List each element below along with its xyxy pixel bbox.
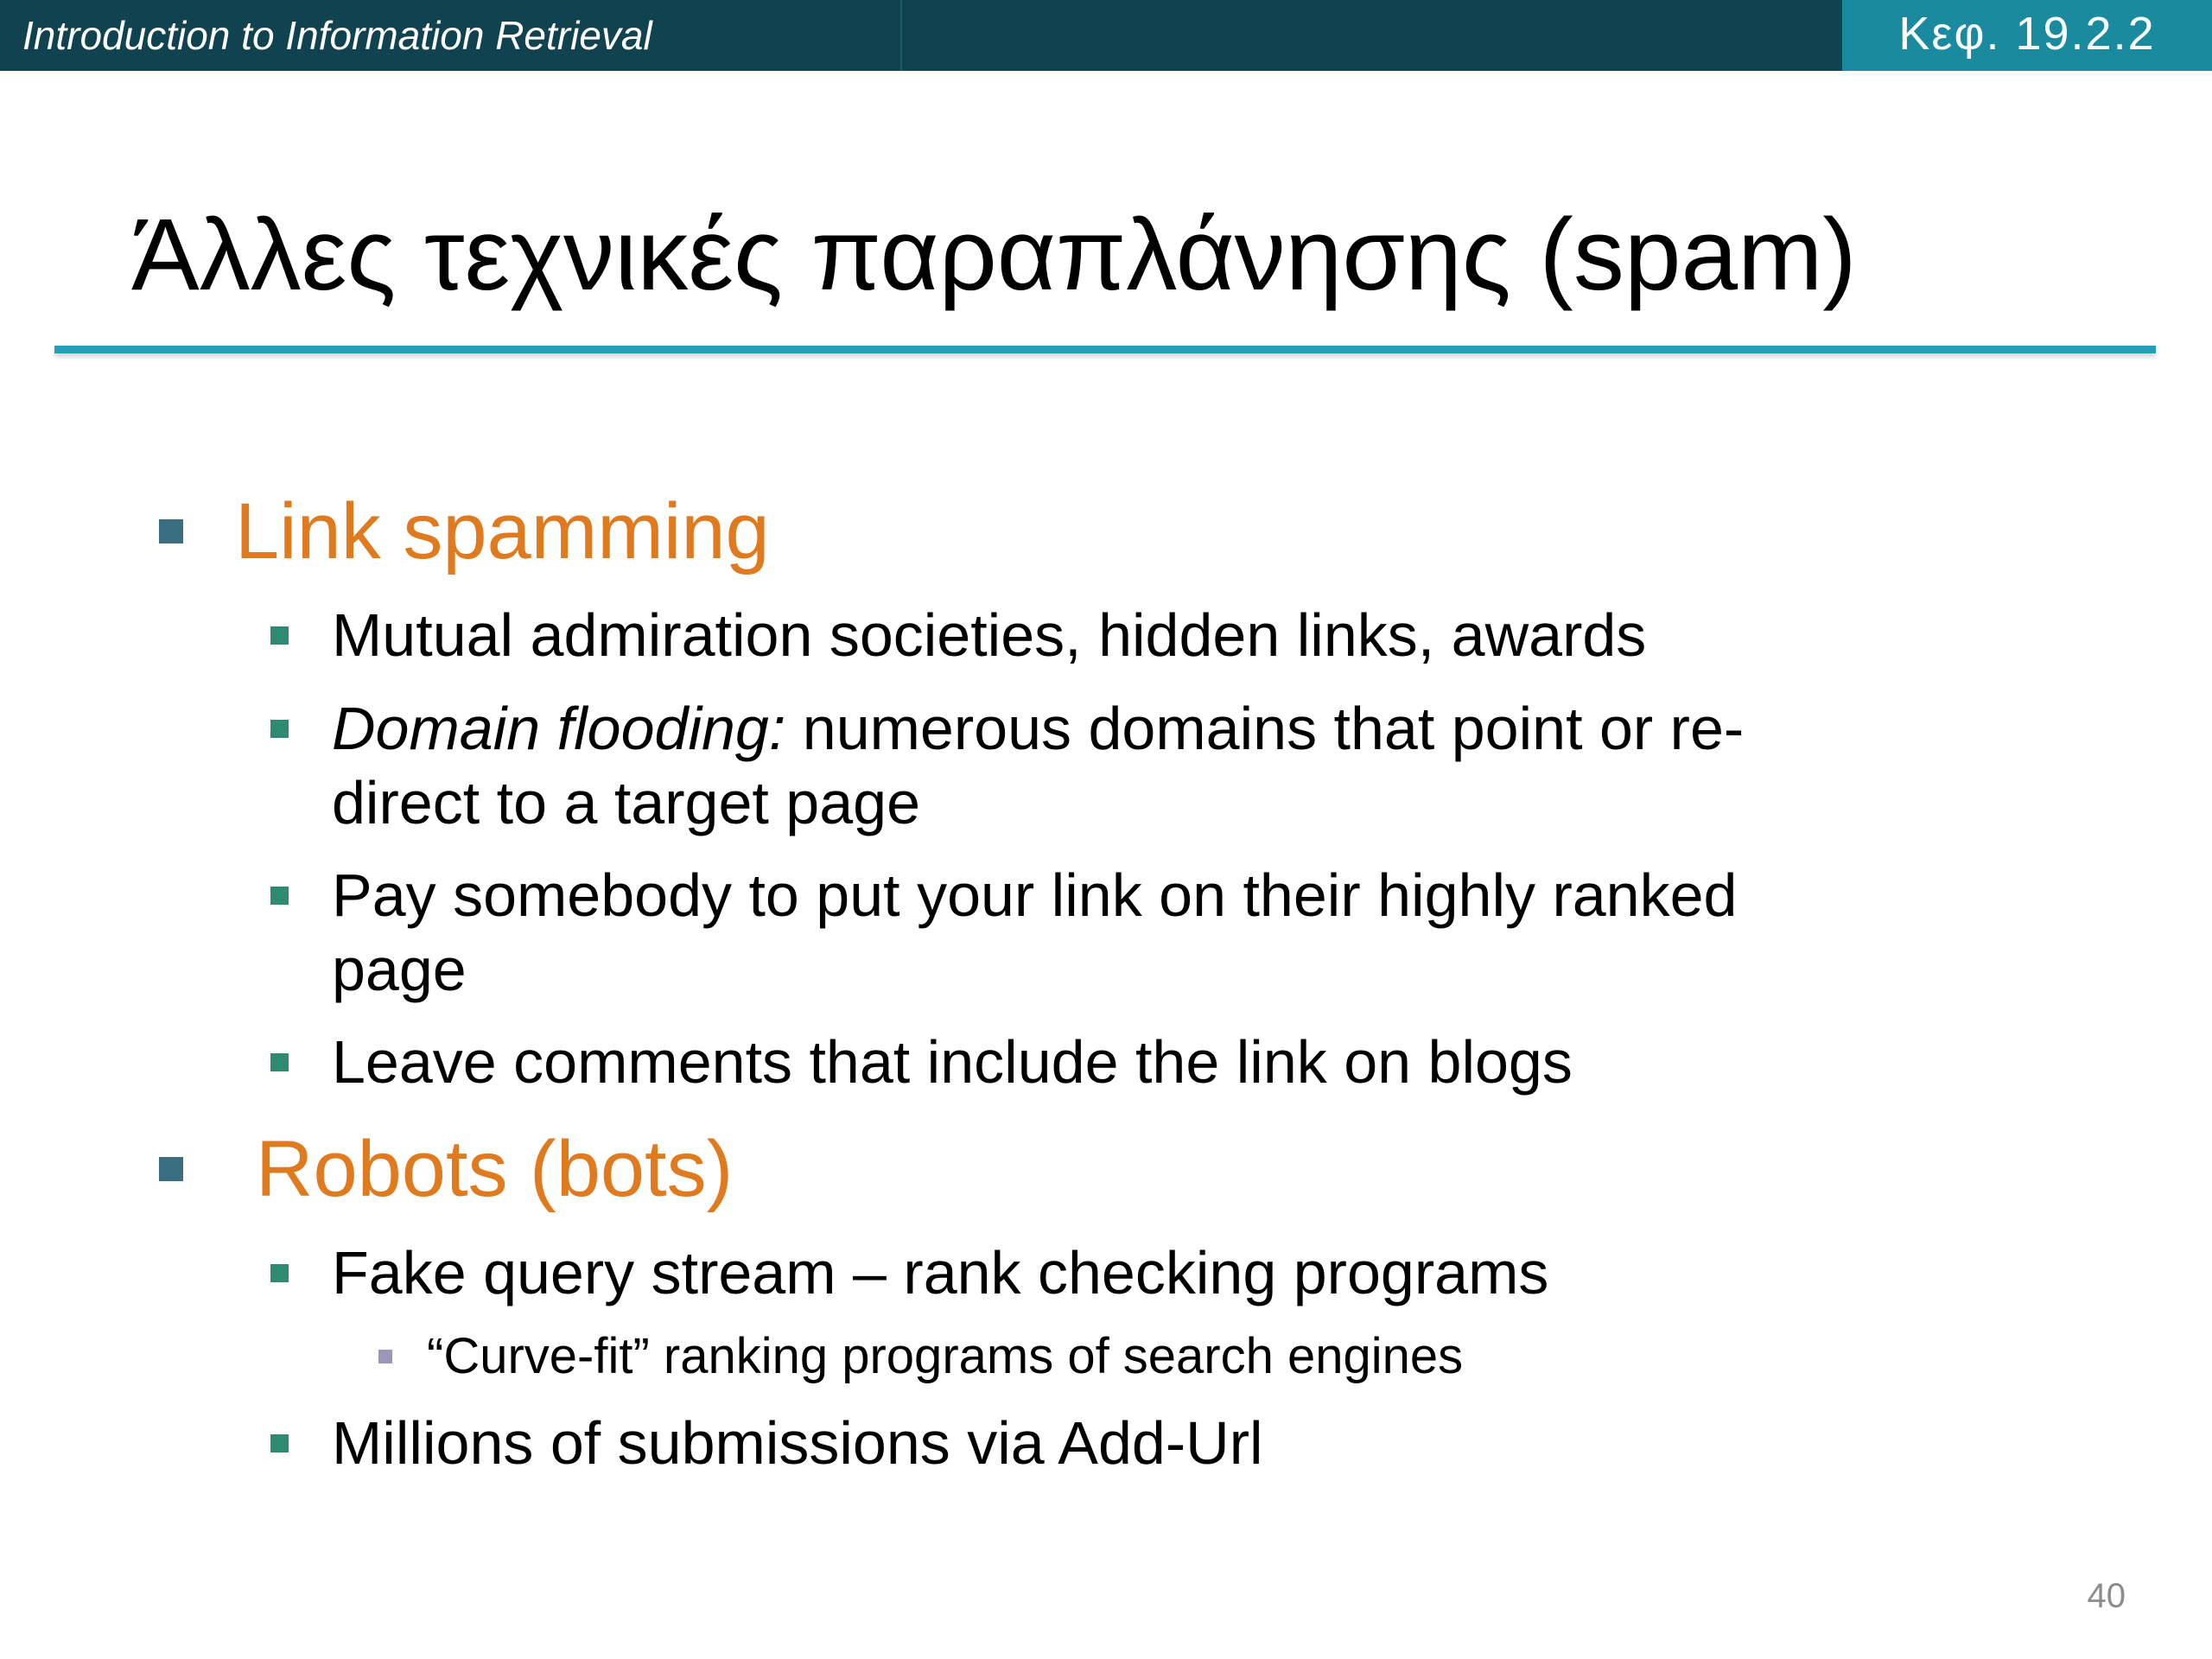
bullet-marker-icon xyxy=(270,720,289,738)
list-item: Millions of submissions via Add-Url xyxy=(332,1409,1263,1477)
sub-list-item: “Curve-fit” ranking programs of search engines xyxy=(427,1328,1464,1384)
bullet-marker-icon xyxy=(159,1157,183,1181)
list-item: Leave comments that include the link on blogs xyxy=(332,1028,1573,1096)
list-item xyxy=(332,691,2146,766)
page-number: 40 xyxy=(2087,1577,2126,1615)
section-number: Κεφ. 19.2.2 xyxy=(1898,8,2156,60)
list-item-continuation: direct to a target page xyxy=(332,769,920,836)
slide-title: Άλλες τεχνικές παραπλάνησης (spam) xyxy=(131,198,1857,312)
bullet-marker-icon xyxy=(270,1434,289,1452)
list-item: Fake query stream – rank checking programs xyxy=(332,1239,1549,1306)
item-emphasis: Domain flooding: xyxy=(332,695,786,762)
item-text: numerous domains that point or re- xyxy=(785,695,1745,762)
section-heading-robots: Robots (bots) xyxy=(256,1125,734,1213)
bullet-marker-icon xyxy=(378,1350,392,1363)
list-item: Pay somebody to put your link on their highly ranked xyxy=(332,861,1738,929)
list-item: Mutual admiration societies, hidden links, awards xyxy=(332,601,1647,669)
bullet-marker-icon xyxy=(270,626,289,645)
course-title: Introduction to Information Retrieval xyxy=(22,13,652,58)
section-heading-link-spamming: Link spamming xyxy=(235,487,770,575)
bullet-marker-icon xyxy=(270,1053,289,1071)
list-item-continuation: page xyxy=(332,936,467,1003)
bullet-marker-icon xyxy=(159,519,183,543)
bullet-marker-icon xyxy=(270,1264,289,1282)
bullet-marker-icon xyxy=(270,887,289,905)
